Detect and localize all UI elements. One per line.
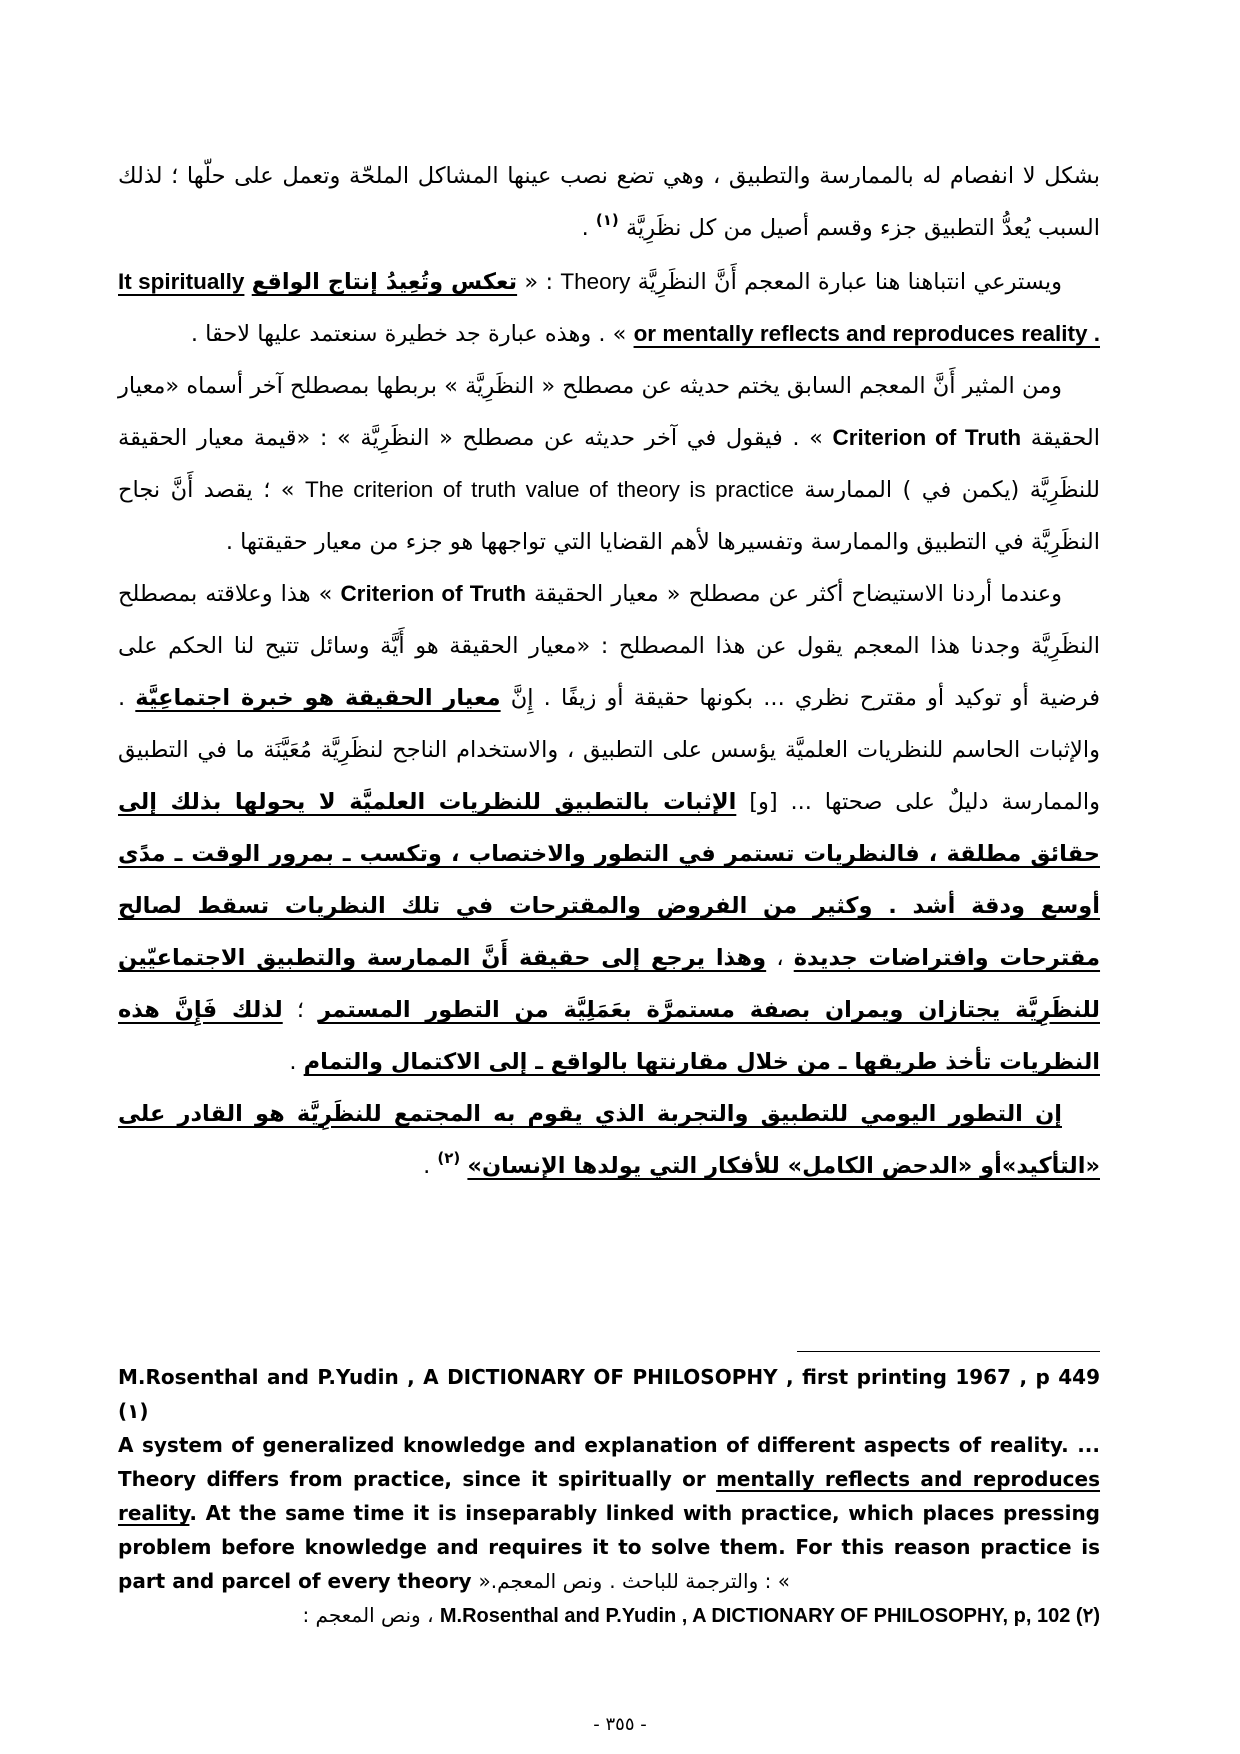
footnote-separator — [797, 1351, 1100, 1352]
term-criterion-of-truth-2: Criterion of Truth — [340, 581, 526, 606]
underlined-phrase-3: وهذا يرجع إلى حقيقة أَنَّ الممارسة والتطبيق الاجتماعيّين للنظَرِيَّة يجتازان ويمران بصفة مستمرَّة بعَمَلِيَّة من التطور المستمر — [118, 945, 1100, 1023]
paragraph-5 — [118, 1088, 1100, 1194]
paragraph-4-text-e: ؛ — [296, 997, 305, 1023]
paragraph-4-text-c: . والإثبات الحاسم للنظريات العلميَّة يؤسس على التطبيق ، والاستخدام الناجح لنظَرِيَّة مُعَيَّنَة ما في التطبيق والممارسة دليلٌ على صحتها ... [و] — [118, 685, 1100, 815]
paragraph-1-end: . — [581, 215, 589, 241]
paragraph-4-text-a: وعندما أردنا الاستيضاح أكثر عن مصطلح « معيار الحقيقة — [534, 581, 1063, 607]
paragraph-3-text-b: » . فيقول في آخر حديثه عن مصطلح « النظَرِيَّة » : «قيمة معيار الحقيقة للنظَرِيَّة (يكمن في ) الممارسة — [118, 425, 1101, 503]
term-theory: Theory — [560, 269, 631, 294]
footnote-1-translator-note: ».والترجمة للباحث . — [478, 1569, 759, 1593]
footnote-ref-1[interactable]: (١) — [595, 211, 619, 229]
footnote-1-citation: M.Rosenthal and P.Yudin , A DICTIONARY OF PHILOSOPHY , first printing 1967 , p 449 (١) — [118, 1365, 1100, 1423]
page-number: - ٣٥٥ - — [593, 1714, 647, 1735]
paragraph-4-text-b: » هذا وعلاقته بمصطلح النظَرِيَّة وجدنا هذا المعجم يقول عن هذا المصطلح : «معيار الحقيقة هو أَيَّة وسائل تتيح لنا الحكم على فرضية أو توكيد أو مقترح نظري ... بكونها حقيقة أو زيفًا . إِنَّ — [118, 581, 1101, 711]
main-text — [118, 150, 1100, 1194]
footnote-1-quote-b: . At the same time it is inseparably linked with practice, which places pressing problem before knowledge and requires it to solve them. For this reason practice is part and parcel of every theory — [118, 1501, 1100, 1593]
quote-english-underlined: It spiritually or mentally reflects and reproduces reality . — [118, 269, 1100, 346]
underlined-phrase-1: معيار الحقيقة هو خبرة اجتماعِيَّة — [135, 685, 501, 711]
paragraph-2-text-b: : « — [524, 269, 554, 295]
quote-english-criterion: The criterion of truth value of theory is practice — [304, 477, 794, 502]
underlined-phrase-5: إن التطور اليومي للتطبيق والتجربة الذي يقوم به المجتمع للنظَرِيَّة هو القادر على «التأكيد»أو «الدحض الكامل» للأفكار التي يولدها الإنسان» — [118, 1101, 1100, 1179]
paragraph-3-text-c: » ؛ يقصد أَنَّ نجاح النظَرِيَّة في التطبيق والممارسة وتفسيرها لأهم القضايا التي تواجهها هو جزء من معيار حقيقتها . — [118, 477, 1100, 555]
paragraph-4 — [118, 568, 1100, 1088]
paragraph-1-text: بشكل لا انفصام له بالممارسة والتطبيق ، وهي تضع نصب عينها المشاكل الملحّة وتعمل على حلّها ؛ لذلك السبب يُعدُّ التطبيق جزء وقسم أصيل من كل نظَرِيَّة — [118, 163, 1100, 241]
paragraph-2-text-a: ويسترعي انتباهنا هنا عبارة المعجم أَنَّ النظَرِيَّة — [637, 269, 1063, 295]
footnotes — [118, 1360, 1100, 1633]
paragraph-4-end: . — [289, 1049, 297, 1075]
footnote-1-prefix: ونص المعجم : « — [497, 1569, 790, 1593]
paragraph-5-end: . — [423, 1153, 431, 1179]
footnote-1-quote-a: A system of generalized knowledge and explanation of different aspects of reality. ... Theory differs from practice, since it spiritually or — [118, 1433, 1100, 1491]
paragraph-3-text-a: ومن المثير أَنَّ المعجم السابق يختم حديثه عن مصطلح « النظَرِيَّة » بربطها بمصطلح آخر أسماه «معيار الحقيقة — [118, 373, 1101, 451]
term-criterion-of-truth: Criterion of Truth — [832, 425, 1022, 450]
footnote-ref-2[interactable]: (٢) — [437, 1149, 461, 1167]
paragraph-2-text-c: » . وهذه عبارة جد خطيرة سنعتمد عليها لاحقا . — [190, 321, 627, 347]
underlined-phrase-2: الإثبات بالتطبيق للنظريات العلميَّة لا يحولها بذلك إلى حقائق مطلقة ، فالنظريات تستمر في التطور والاختصاب ، وتكسب ـ بمرور الوقت ـ مدًى أوسع ودقة أشد . وكثير من الفروض والمقترحات في تلك النظريات تسقط لصالح مقترحات وافتراضات جديدة — [118, 789, 1101, 971]
paragraph-1 — [118, 150, 1100, 256]
footnote-1-quote — [118, 1428, 1100, 1598]
footnote-2 — [118, 1598, 1100, 1633]
footnote-2-suffix: ، ونص المعجم : — [302, 1603, 434, 1627]
underlined-phrase-4: لذلك فَإِنَّ هذه النظريات تأخذ طريقها ـ من خلال مقارنتها بالواقع ـ إلى الاكتمال والتمام — [118, 997, 1100, 1075]
footnote-1-quote-underlined: mentally reflects and reproduces reality — [118, 1467, 1101, 1525]
quote-arabic-underlined: تعكس وتُعِيدُ إنتاج الواقع — [251, 269, 518, 295]
footnote-2-citation: M.Rosenthal and P.Yudin , A DICTIONARY OF PHILOSOPHY, p, 102 (٢) — [439, 1605, 1100, 1627]
paragraph-4-text-d: ، — [776, 945, 784, 971]
paragraph-3 — [118, 360, 1100, 568]
paragraph-2 — [118, 256, 1100, 360]
